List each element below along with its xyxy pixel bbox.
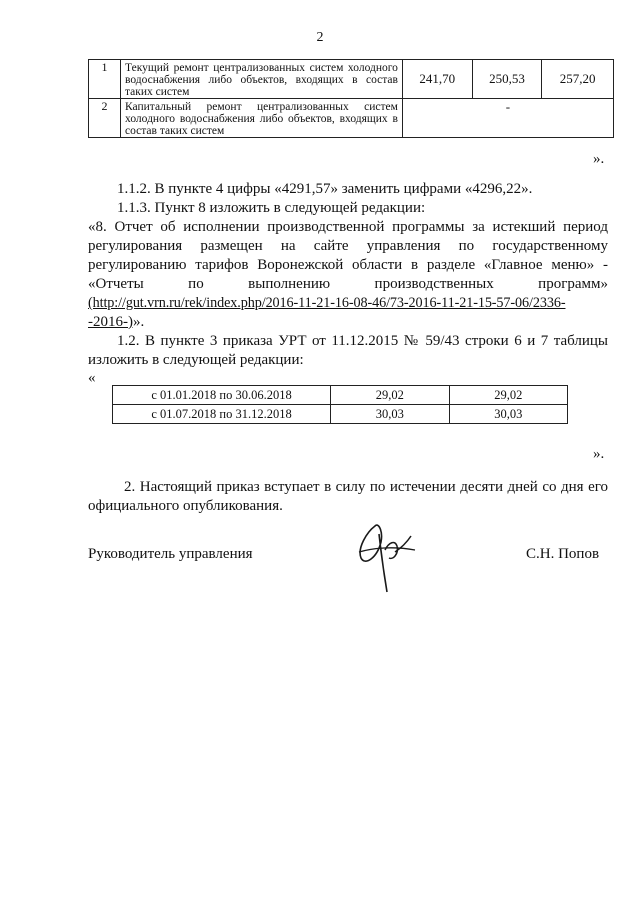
table2-open-quote: « [88,370,96,386]
dash-cell: - [402,99,613,138]
paragraph-1-1-3: 1.1.3. Пункт 8 изложить в следующей редакции: [117,200,426,216]
paragraph-1-2: 1.2. В пункте 3 приказа УРТ от 11.12.2015 № 59/43 строки 6 и 7 таблицы [117,333,608,349]
table2-close-quote: ». [593,446,605,462]
paragraph-1-1-2: 1.1.2. В пункте 4 цифры «4291,57» заменить цифрами «4296,22». [117,181,533,197]
production-program-link[interactable]: (http://gut.vrn.ru/rek/index.php/2016-11-21-16-08-46/73-2016-11-21-15-57-06/2336- [88,295,566,311]
quote-8-line: регулирования размещен на сайте управления по государственному [88,238,608,254]
table-row [89,60,614,99]
tariff-table [88,59,614,138]
quote-8-close: ». [133,314,145,330]
page-number: 2 [316,30,324,45]
rate-cell: 29,02 [331,386,449,405]
rate-cell: 30,03 [449,405,567,424]
period-cell: с 01.07.2018 по 31.12.2018 [113,405,331,424]
table-row [113,405,568,424]
paragraph-2: 2. Настоящий приказ вступает в силу по истечении десяти дней со дня его [124,479,608,495]
quote-8-line: «Отчеты по выполнению производственных программ» [88,276,608,292]
table1-close-quote: ». [593,151,605,167]
table-row [113,386,568,405]
rate-cell: 30,03 [331,405,449,424]
rates-table [112,385,568,424]
value-cell: 257,20 [542,60,614,99]
quote-8-line: «8. Отчет об исполнении производственной программы за истекший период [88,219,608,235]
handwritten-signature [345,512,425,596]
row-description: Текущий ремонт централизованных систем холодного водоснабжения либо объектов, входящих в состав таких систем [121,60,403,99]
value-cell: 250,53 [472,60,542,99]
paragraph-1-2-cont: изложить в следующей редакции: [88,352,304,368]
signatory-name: С.Н. Попов [526,546,600,562]
paragraph-2-cont: официального опубликования. [88,498,283,514]
row-description: Капитальный ремонт централизованных систем холодного водоснабжения либо объектов, входящих в состав таких систем [121,99,403,138]
value-cell: 241,70 [402,60,472,99]
quote-8-end-line [88,313,144,332]
period-cell: с 01.01.2018 по 30.06.2018 [113,386,331,405]
quote-8-line: регулированию тарифов Воронежской области в разделе «Главное меню» - [88,257,608,273]
row-number: 2 [89,99,121,138]
production-program-link-cont[interactable]: -2016-) [88,314,133,330]
rate-cell: 29,02 [449,386,567,405]
row-number: 1 [89,60,121,99]
signatory-title: Руководитель управления [88,546,253,562]
table-row [89,99,614,138]
